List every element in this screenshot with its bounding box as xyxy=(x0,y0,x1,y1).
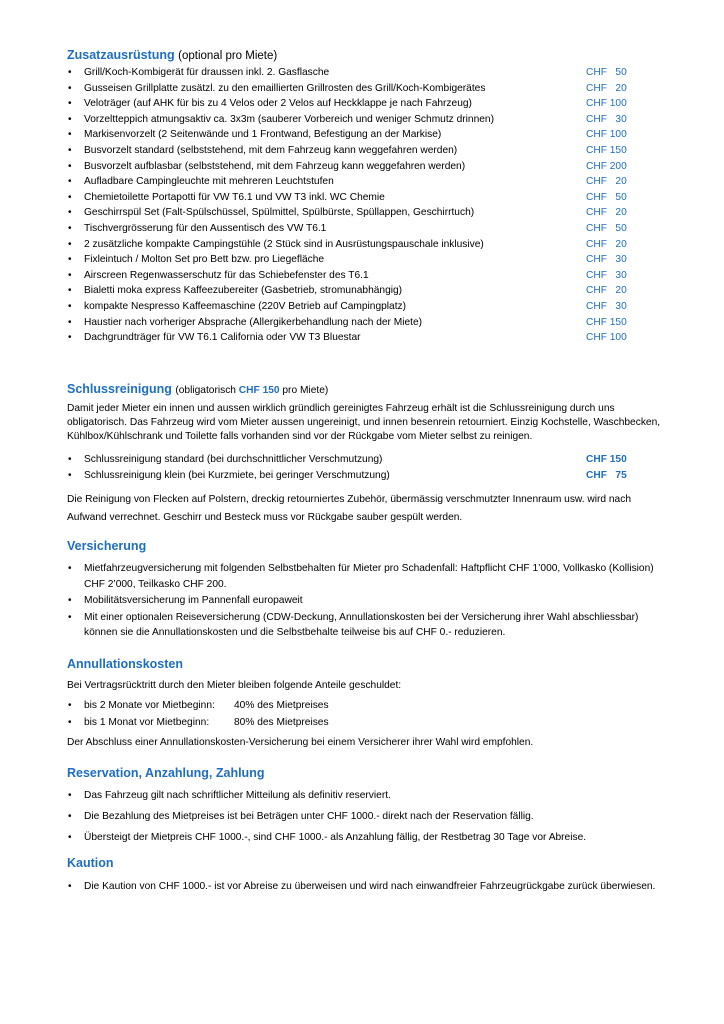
item-price: CHF 30 xyxy=(586,254,627,266)
item-label: Grill/Koch-Kombigerät für draussen inkl. 2. Gasflasche xyxy=(84,67,330,78)
cleaning-outro: Die Reinigung von Flecken auf Polstern, dreckig retourniertes Zubehör, übermässig verschmutzter Innenraum usw. wird nach Aufwand verrechnet. Geschirr und Besteck muss vor Rückgabe sauber gespült werden. xyxy=(67,494,631,524)
item-price: CHF 100 xyxy=(586,98,627,110)
item-price: CHF 30 xyxy=(586,113,627,125)
list-item xyxy=(67,452,662,468)
list-item: • Die Bezahlung des Mietpreises ist bei Beträgen unter CHF 1000.- direkt nach der Reservation fällig. xyxy=(67,809,662,824)
section-heading xyxy=(67,48,662,62)
section-reservation xyxy=(67,766,662,851)
item-label: Airscreen Regenwasserschutz für das Schiebefenster des T6.1 xyxy=(84,269,369,281)
section-schlussreinigung xyxy=(67,382,662,527)
heading-title: Zusatzausrüstung xyxy=(67,48,175,62)
section-heading: Annullationskosten xyxy=(67,657,183,671)
list-item xyxy=(67,252,662,268)
item-price: CHF 20 xyxy=(586,82,627,94)
item-price: CHF 150 xyxy=(586,454,627,465)
list-item xyxy=(67,714,662,731)
cleaning-intro: Damit jeder Mieter ein innen und aussen wirklich gründlich gereinigtes Fahrzeug erhält ist die Schlussreinigung durch uns obligatorisch. Das Fahrzeug wird vom Mieter aussen ungereinigt, und innen besenrein retourniert. Einzig Kochstelle, Waschbecken, Kühlbox/Kühlschrank und Toilette falls vorhanden sind vor der Rückgabe vom Mieter selbst zu reinigen. xyxy=(67,403,661,442)
list-item xyxy=(67,205,662,221)
list-item xyxy=(67,299,662,315)
list-item xyxy=(67,190,662,206)
heading-subtitle: (obligatorisch CHF 150 pro Miete) xyxy=(175,385,329,396)
list-item xyxy=(67,127,662,143)
item-label: kompakte Nespresso Kaffeemaschine (220V Betrieb auf Campingplatz) xyxy=(84,300,407,312)
list-item xyxy=(67,315,662,331)
item-price: CHF 150 xyxy=(586,316,627,328)
list-item xyxy=(67,174,662,190)
heading-subtitle: (optional pro Miete) xyxy=(178,50,278,62)
section-heading: Versicherung xyxy=(67,539,147,553)
list-item: • Mobilitätsversicherung im Pannenfall europaweit xyxy=(67,593,662,609)
list-item xyxy=(67,143,662,159)
list-item: • Mit einer optionalen Reiseversicherung (CDW-Deckung, Annullationskosten bei der Versicherung ihrer Wahl abschliessbar) können sie die Annullationskosten und die Selbstbehalte teilweise bis auf CHF 0.- reduzieren. xyxy=(67,610,662,641)
item-label: Tischvergrösserung für den Aussentisch des VW T6.1 xyxy=(84,222,327,234)
item-price: CHF 20 xyxy=(586,176,627,188)
list-item xyxy=(67,96,662,112)
item-price: CHF 150 xyxy=(586,144,627,156)
item-price: CHF 100 xyxy=(586,129,627,141)
insurance-list xyxy=(67,561,662,641)
list-item: • Die Kaution von CHF 1000.- ist vor Abreise zu überweisen und wird nach einwandfreier Fahrzeugrückgabe zurück überwiesen. xyxy=(67,878,662,895)
item-label: Markisenvorzelt (2 Seitenwände und 1 Frontwand, Befestigung an der Markise) xyxy=(84,129,442,141)
item-price: CHF 20 xyxy=(586,238,627,250)
item-value: 80% des Mietpreises xyxy=(234,717,329,728)
item-price: CHF 30 xyxy=(586,269,627,281)
list-item xyxy=(67,159,662,175)
cleaning-fee: CHF 150 xyxy=(238,385,280,396)
reservation-list xyxy=(67,788,662,845)
item-price: CHF 100 xyxy=(586,332,627,344)
list-item xyxy=(67,81,662,97)
cancellation-outro: Der Abschluss einer Annullationskosten-Versicherung bei einem Versicherer ihrer Wahl wird empfohlen. xyxy=(67,737,534,748)
heading-title: Schlussreinigung xyxy=(67,382,172,396)
list-item xyxy=(67,283,662,299)
item-label: bis 1 Monat vor Mietbeginn: xyxy=(84,717,210,728)
list-item xyxy=(67,237,662,253)
section-heading xyxy=(67,382,662,396)
item-price: CHF 30 xyxy=(586,300,627,312)
item-label: Chemietoilette Portapotti für VW T6.1 und VW T3 inkl. WC Chemie xyxy=(84,191,385,203)
deposit-list xyxy=(67,878,662,895)
item-price: CHF 50 xyxy=(586,191,627,203)
item-label: 2 zusätzliche kompakte Campingstühle (2 Stück sind in Ausrüstungspauschale inklusive) xyxy=(84,238,484,250)
list-item xyxy=(67,330,662,346)
list-item xyxy=(67,221,662,237)
item-price: CHF 50 xyxy=(586,67,627,78)
list-item xyxy=(67,468,662,484)
list-item: • Mietfahrzeugversicherung mit folgenden Selbstbehalten für Mieter pro Schadenfall: Haftpflicht CHF 1’000, Vollkasko (Kollision) CHF 2’000, Teilkasko CHF 200. xyxy=(67,561,662,592)
list-item: • Das Fahrzeug gilt nach schriftlicher Mitteilung als definitiv reserviert. xyxy=(67,788,662,803)
item-value: 40% des Mietpreises xyxy=(234,700,329,711)
item-label: Haustier nach vorheriger Absprache (Allergikerbehandlung nach der Miete) xyxy=(84,316,423,328)
section-heading: Kaution xyxy=(67,856,114,870)
list-item xyxy=(67,697,662,714)
cancellation-intro: Bei Vertragsrücktritt durch den Mieter bleiben folgende Anteile geschuldet: xyxy=(67,680,402,691)
section-heading: Reservation, Anzahlung, Zahlung xyxy=(67,766,265,780)
cleaning-list xyxy=(67,452,662,483)
item-label: Aufladbare Campingleuchte mit mehreren Leuchtstufen xyxy=(84,176,334,188)
item-price: CHF 50 xyxy=(586,222,627,234)
item-label: Schlussreinigung standard (bei durchschnittlicher Verschmutzung) xyxy=(84,454,383,465)
item-label: Bialetti moka express Kaffeezubereiter (Gasbetrieb, stromunabhängig) xyxy=(84,285,403,297)
item-label: Busvorzelt standard (selbststehend, mit dem Fahrzeug kann weggefahren werden) xyxy=(84,144,458,156)
item-label: Veloträger (auf AHK für bis zu 4 Velos oder 2 Velos auf Heckklappe je nach Fahrzeug) xyxy=(84,98,472,110)
section-annullationskosten xyxy=(67,657,662,750)
section-versicherung xyxy=(67,539,662,642)
list-item: • Übersteigt der Mietpreis CHF 1000.-, sind CHF 1000.- als Anzahlung fällig, der Restbetrag 30 Tage vor Abreise. xyxy=(67,830,662,845)
item-price: CHF 20 xyxy=(586,285,627,297)
item-price: CHF 75 xyxy=(586,469,627,481)
list-item xyxy=(67,112,662,128)
item-price: CHF 200 xyxy=(586,160,627,172)
item-label: bis 2 Monate vor Mietbeginn: xyxy=(84,700,215,711)
cancellation-list xyxy=(67,697,662,731)
equipment-list xyxy=(67,65,662,346)
item-label: Vorzeltteppich atmungsaktiv ca. 3x3m (sauberer Vorbereich und weniger Schmutz drinnen) xyxy=(84,113,494,125)
item-label: Gusseisen Grillplatte zusätzl. zu den emaillierten Grillrosten des Grill/Koch-Kombigerätes xyxy=(84,82,486,94)
list-item xyxy=(67,268,662,284)
list-item xyxy=(67,65,662,81)
section-zusatzausruestung xyxy=(67,48,662,346)
item-label: Dachgrundträger für VW T6.1 California oder VW T3 Bluestar xyxy=(84,332,361,344)
section-kaution xyxy=(67,856,662,895)
item-label: Geschirrspül Set (Falt-Spülschüssel, Spülmittel, Spülbürste, Spüllappen, Geschirrtuch) xyxy=(84,207,475,219)
item-price: CHF 20 xyxy=(586,207,627,219)
item-label: Fixleintuch / Molton Set pro Bett bzw. pro Liegefläche xyxy=(84,254,325,266)
item-label: Schlussreinigung klein (bei Kurzmiete, bei geringer Verschmutzung) xyxy=(84,469,390,481)
item-label: Busvorzelt aufblasbar (selbststehend, mit dem Fahrzeug kann weggefahren werden) xyxy=(84,160,466,172)
